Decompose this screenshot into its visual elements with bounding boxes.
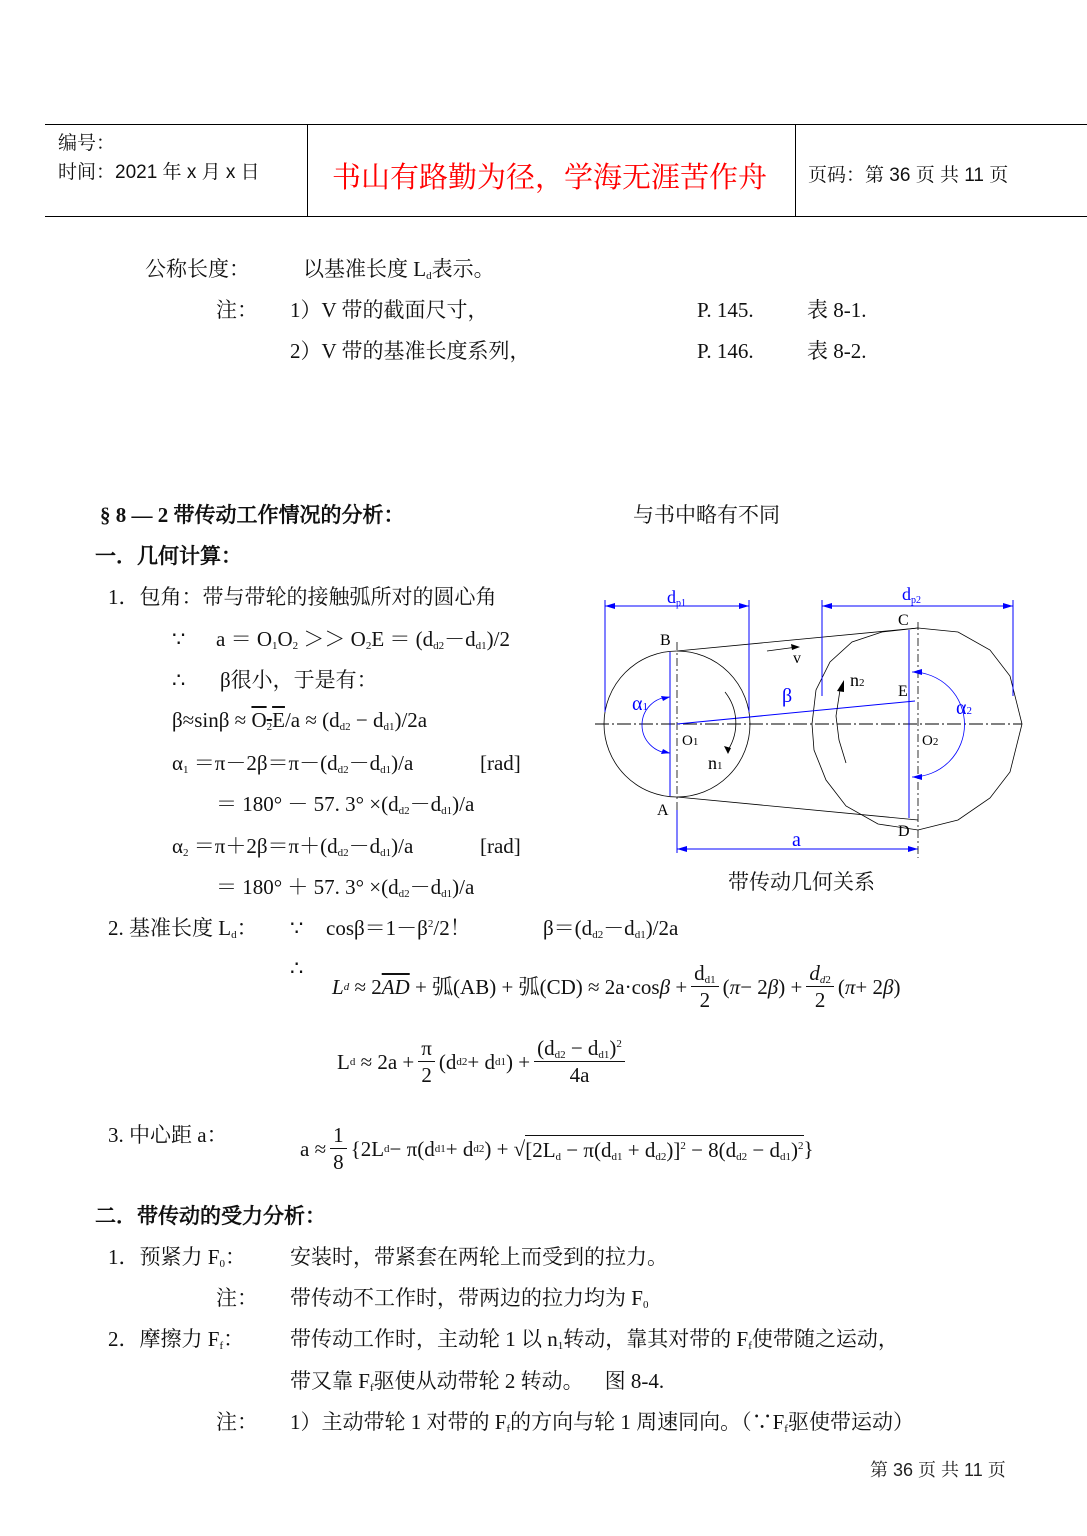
header-page-info: 页码：第 36 页 共 11 页: [808, 165, 1009, 186]
sub: 1: [272, 640, 278, 652]
arrow-icon: [912, 669, 922, 675]
text: 转动，靠其对带的 F: [563, 1327, 749, 1351]
date-label: 时间：2021 年 x 月 x 日: [58, 162, 260, 183]
text: 1）主动带轮 1 对带的 F: [290, 1410, 507, 1434]
beta-formula: $\beta=(d_{d2}-d_{d1})/2a$: [543, 916, 679, 941]
sqrt: $[2L_d - \pi(d_{d1} + d_{d2})]^2 - 8(d_{d2} - d_{d1})^2$: [525, 1135, 803, 1163]
label-B: B: [660, 632, 671, 649]
label-E: E: [898, 683, 908, 700]
sub: 0: [642, 1299, 649, 1311]
therefore-symbol: ∴: [172, 668, 186, 692]
nominal-length-label: 公称长度：: [145, 257, 250, 281]
belt-geometry-diagram: [590, 570, 1040, 900]
label-n2: n2: [850, 670, 865, 690]
friction-label: 2．摩擦力 $F_f$：: [108, 1327, 245, 1352]
text: 弧(AB): [432, 974, 497, 999]
arrow-icon: [908, 846, 918, 852]
beta-approx-formula: $\beta\approx\sin\beta \approx O_2E/a \approx (d_{d2} - d_{d1})/2a$: [172, 708, 428, 733]
preload-note-text: [290, 1285, 648, 1311]
sub: f: [219, 1340, 224, 1352]
label-O1: O1: [682, 733, 699, 749]
text: cosβ＝1－β: [326, 916, 428, 940]
fraction: $\frac{d_{d1}}{2}$: [691, 960, 719, 1013]
center-distance-formula: a ≈ $\frac{1}{8}$ {2L d − π(d d1 + d d2 ) + √ $[2L_d - \pi(d_{d1} + d_{d2})]^2 - 8(d_{d2} - d_{d1})^2$ }: [300, 1123, 814, 1174]
text: ＝ 180° － 57. 3° ×(d: [216, 792, 399, 816]
text: 弧(CD): [518, 974, 583, 999]
note-2-table: 表 8-2.: [807, 339, 867, 363]
label-n1: n1: [708, 753, 723, 773]
text: 带传动工作时，主动轮 1 以 n: [290, 1327, 558, 1351]
text: 2．摩擦力 F: [108, 1327, 220, 1351]
therefore-symbol-2: ∴: [290, 956, 304, 980]
label-D: D: [898, 823, 910, 840]
label-C: C: [898, 612, 909, 629]
text: a ＝ O: [216, 627, 272, 651]
arrow-icon: [1003, 603, 1013, 609]
n2-rotation-arc: [836, 690, 846, 763]
text: 1．预紧力 F: [108, 1245, 220, 1269]
friction-note-label: 注：: [216, 1410, 258, 1434]
header-divider-1: [307, 124, 308, 216]
ld-arc-formula: L d ≈ 2 $\overline{AD}$ + 弧(AB) + 弧(CD) ≈ 2a·cos β + $\frac{d_{d1}}{2}$ ( π − 2 β ) + $\frac{d_{d2}}{2}$ ( π + 2 β ): [332, 961, 901, 1012]
label-v: v: [793, 650, 801, 667]
label-alpha2: α2: [956, 697, 972, 719]
arrow-icon: [837, 680, 844, 692]
text: 的方向与轮 1 周速同向。（∵F: [510, 1410, 785, 1434]
line-o1-e: [677, 701, 915, 724]
label-a: a: [792, 829, 801, 851]
sub: d1: [475, 640, 487, 652]
figure-ref: 图 8-4.: [604, 1369, 665, 1393]
note-1-page: P. 145.: [697, 298, 754, 322]
nominal-length-text: [303, 256, 495, 282]
sub: 2: [292, 640, 299, 652]
friction-line-1: 带传动工作时，主动轮 1 以 $n_1$转动，靠其对带的 $F_f$使带随之运动，: [290, 1327, 899, 1352]
because-symbol-2: ∵: [290, 916, 304, 940]
alpha1-degree-formula: ＝ 180° － 57. $3^\circ \times(d_{d2}-d_{d1})/a$: [216, 792, 475, 817]
serial-label: 编号：: [58, 133, 116, 154]
fraction: $\frac{1}{8}$: [330, 1122, 347, 1175]
wrap-angle-label: 1．包角：带与带轮的接触弧所对的圆心角: [108, 585, 497, 609]
because-symbol: ∵: [172, 627, 186, 651]
label-dp1: dp1: [667, 587, 686, 609]
footer-page-info: 第 36 页 共 11 页: [870, 1460, 1006, 1480]
text: ＝π－2β＝π－(d: [193, 751, 338, 775]
eq-a-o1o2: $a = O_1O_2 >> O_2E = (d_{d2}-d_{d1})/2$: [216, 627, 510, 652]
center-distance-label: 3. 中心距 a：: [108, 1123, 228, 1147]
header-divider-2: [795, 124, 796, 216]
arrow-icon: [739, 603, 749, 609]
label-A: A: [657, 802, 669, 819]
text: 驱使带运动）: [787, 1410, 914, 1434]
arrow-icon: [822, 603, 832, 609]
diagram-caption: 带传动几何关系: [728, 870, 875, 894]
preload-text: 安装时，带紧套在两轮上而受到的拉力。: [290, 1245, 668, 1269]
label-beta: β: [782, 685, 793, 707]
sub: d: [426, 270, 432, 282]
overline-o2e: $O_2E$: [251, 708, 285, 733]
label-alpha1: α1: [632, 693, 648, 715]
label-dp2: dp2: [902, 584, 921, 606]
text: β≈sinβ: [172, 708, 230, 732]
text: β＝(d: [543, 916, 593, 940]
friction-line-2: 带又靠 $F_f$驱使从动带轮 2 转动。 图 8-4.: [290, 1369, 665, 1394]
text: 以基准长度 L: [303, 257, 427, 281]
alpha2-formula: $\alpha_2 =\pi+2\beta=\pi+(d_{d2}-d_{d1})/a$: [172, 834, 414, 859]
text: ＝ 180° ＋ 57. 3° ×(d: [216, 875, 399, 899]
text: 带又靠 F: [290, 1369, 370, 1393]
text: 驱使从动带轮 2 转动。: [373, 1369, 584, 1393]
beta-small-text: β很小，于是有：: [220, 668, 378, 692]
text: /2！: [433, 916, 471, 940]
part1-title: 一．几何计算：: [95, 544, 242, 568]
large-pulley: [812, 628, 1022, 830]
part2-title: 二．带传动的受力分析：: [95, 1204, 326, 1228]
alpha2-degree-formula: ＝ 180° ＋ 57. $3^\circ \times(d_{d2}-d_{d1})/a$: [216, 875, 475, 900]
fraction: $\frac{d_{d2}}{2}$: [806, 960, 834, 1013]
alpha1-formula: $\alpha_1 =\pi-2\beta=\pi-(d_{d2}-d_{d1})/a$: [172, 751, 414, 776]
sub: 0: [219, 1258, 225, 1270]
text: 使带随之运动，: [751, 1327, 899, 1351]
arrow-icon: [605, 603, 615, 609]
n1-rotation-arc: [725, 692, 736, 750]
header-bottom-border: [45, 216, 1087, 217]
text: ＝π＋2β＝π＋(d: [193, 834, 338, 858]
friction-note-text: 1）主动带轮 1 对带的 $F_f$的方向与轮 1 周速同向。（$\because F_f$驱使带运动）: [290, 1410, 914, 1435]
arrow-icon: [912, 774, 922, 780]
note-2-text: 2）V 带的基准长度系列，: [290, 339, 531, 363]
motto: 书山有路勤为径，学海无涯苦作舟: [332, 160, 768, 194]
text: 带传动不工作时，带两边的拉力均为 F: [290, 1286, 643, 1310]
belt-lower: [677, 797, 918, 820]
preload-label: 1．预紧力 $F_0$：: [108, 1245, 246, 1270]
sub: d: [231, 929, 237, 941]
sub: d2: [433, 640, 445, 652]
cos-beta-formula: $\cos\beta=1-\beta^2/2$！: [326, 916, 471, 940]
note-1-text: 1）V 带的截面尺寸，: [290, 298, 489, 322]
note-label: 注：: [216, 298, 258, 322]
section-remark: 与书中略有不同: [633, 503, 780, 527]
datum-length-label: 2. 基准长度 $L_d$：: [108, 916, 258, 941]
ld-approx-formula: L d ≈ 2a + $\frac{\pi}{2}$ (d d2 + d d1 ) + $\frac{(d_{d2} - d_{d1})^2}{4a}$: [337, 1035, 629, 1088]
arrow-icon: [677, 846, 687, 852]
fraction: $\frac{(d_{d2} - d_{d1})^2}{4a}$: [534, 1035, 625, 1088]
text: 2. 基准长度 L: [108, 916, 232, 940]
fraction: $\frac{\pi}{2}$: [418, 1035, 435, 1088]
note-2-page: P. 146.: [697, 339, 754, 363]
alpha1-unit: [rad]: [480, 751, 521, 775]
note-1-table: 表 8-1.: [807, 298, 867, 322]
header-top-border: [45, 124, 1087, 125]
sub: 2: [365, 640, 372, 652]
alpha2-unit: [rad]: [480, 834, 521, 858]
section-title: § 8 — 2 带传动工作情况的分析：: [100, 503, 405, 527]
preload-note-label: 注：: [216, 1286, 258, 1310]
label-O2: O2: [922, 733, 939, 749]
text: 表示。: [431, 257, 495, 281]
